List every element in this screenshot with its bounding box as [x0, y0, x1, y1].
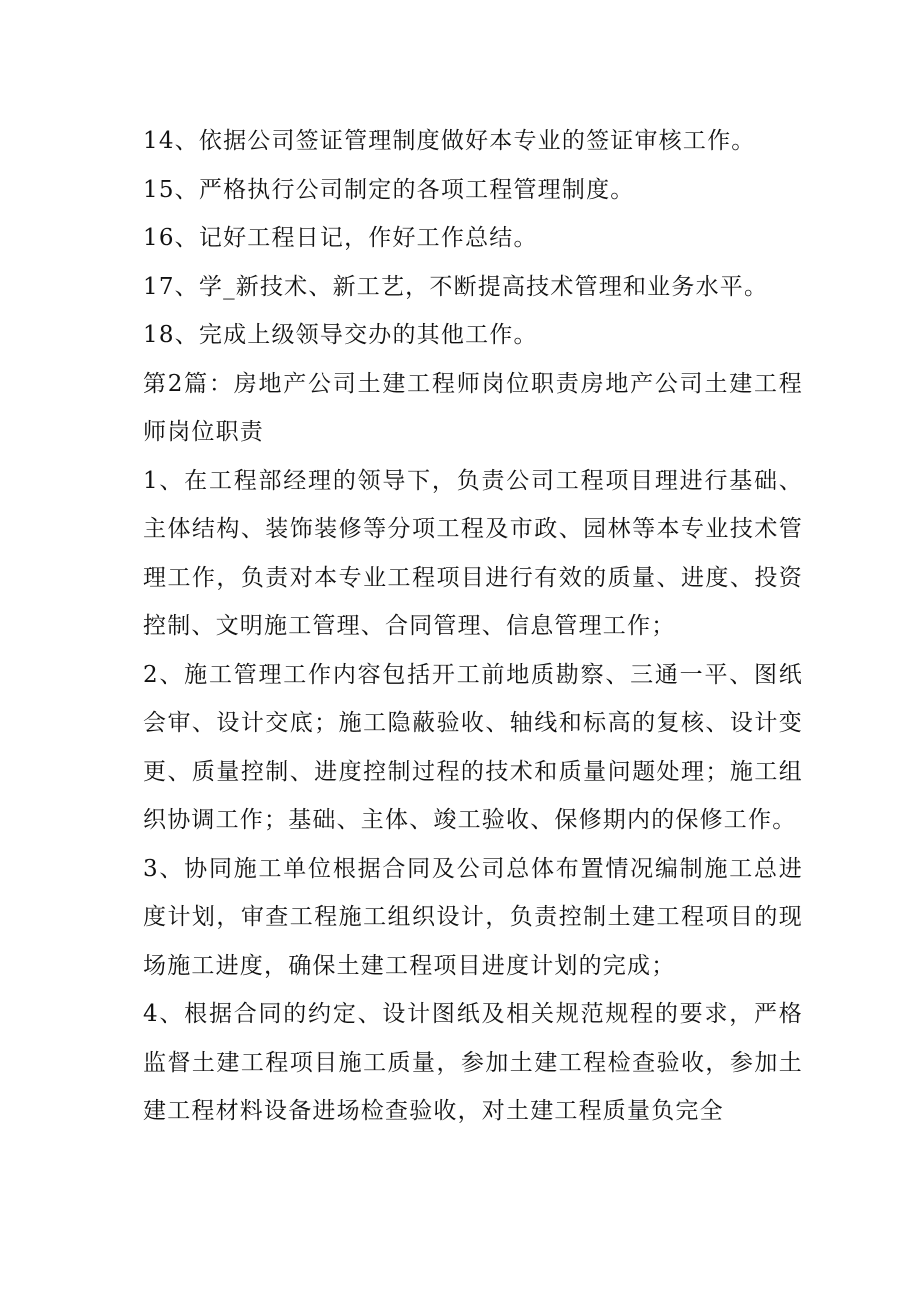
paragraph-item-17: 17、学_新技术、新工艺，不断提高技术管理和业务水平。 [143, 273, 769, 300]
section-heading: 第2篇：房地产公司土建工程师岗位职责房地产公司土建工程师岗位职责 [143, 370, 803, 445]
paragraph-item-16: 16、记好工程日记，作好工作总结。 [143, 225, 538, 251]
paragraph-item-4: 4、根据合同的约定、设计图纸及相关规范规程的要求，严格监督土建工程项目施工质量，参加土建工程检查验收，参加土建工程材料设备进场检查验收，对土建工程质量负完全 [143, 1001, 803, 1124]
document-body [143, 117, 803, 1136]
paragraph-item-15: 15、严格执行公司制定的各项工程管理制度。 [143, 176, 635, 203]
paragraph-item-1: 1、在工程部经理的领导下，负责公司工程项目理进行基础、主体结构、装饰装修等分项工程及市政、园林等本专业技术管理工作，负责对本专业工程项目进行有效的质量、进度、投资控制、文明施工管理、合同管理、信息管理工作； [143, 467, 803, 639]
paragraph-item-18: 18、完成上级领导交办的其他工作。 [143, 322, 538, 348]
paragraph-item-3: 3、协同施工单位根据合同及公司总体布置情况编制施工总进度计划，审查工程施工组织设计，负责控制土建工程项目的现场施工进度，确保土建工程项目进度计划的完成； [143, 855, 803, 979]
paragraph-item-14: 14、依据公司签证管理制度做好本专业的签证审核工作。 [143, 128, 756, 154]
paragraph-item-2: 2、施工管理工作内容包括开工前地质勘察、三通一平、图纸会审、设计交底；施工隐蔽验收、轴线和标高的复核、设计变更、质量控制、进度控制过程的技术和质量问题处理；施工组织协调工作；基础、主体、竣工验收、保修期内的保修工作。 [143, 661, 803, 833]
